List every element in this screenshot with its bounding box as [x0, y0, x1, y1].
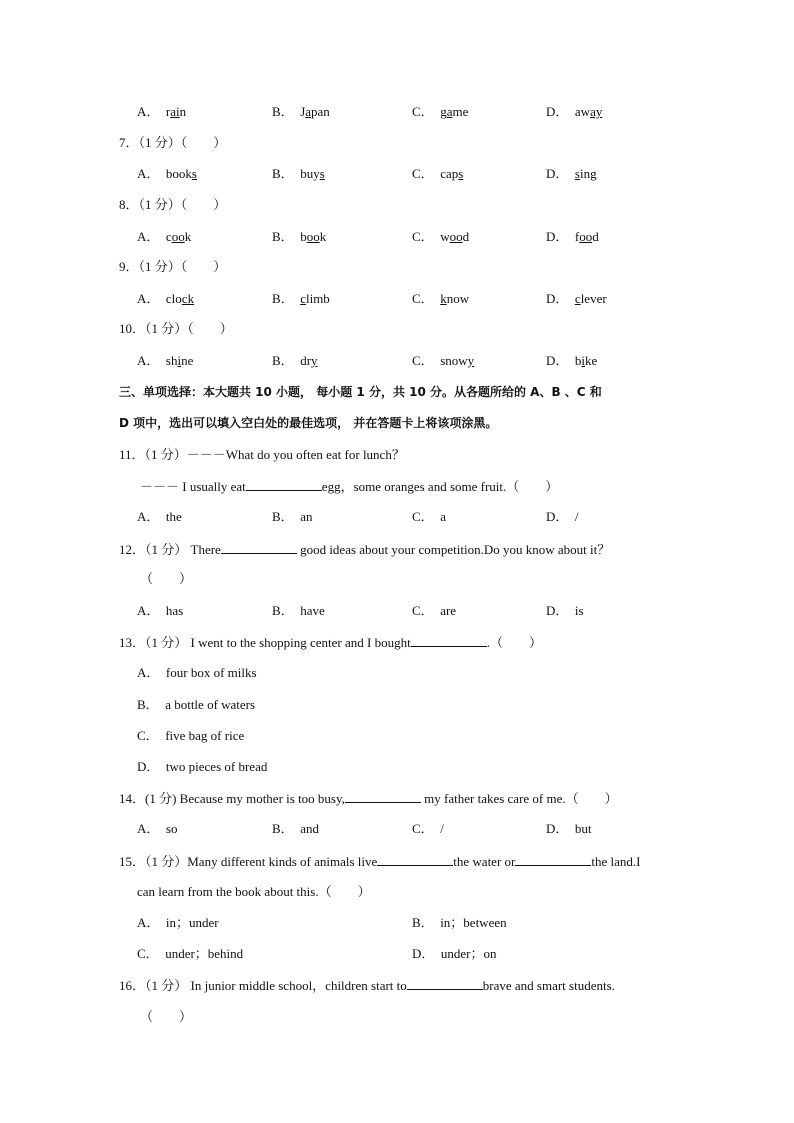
q12-stem: 12．（1 分） There good ideas about your competition.Do you know about it？: [119, 542, 611, 557]
q11-option-d: D． /: [546, 509, 579, 524]
q13-stem: 13．（1 分） I went to the shopping center and I bought .（ ）: [119, 635, 542, 650]
q11-stem: 11．（1 分）－－－What do you often eat for lunch？: [119, 447, 405, 462]
q12-option-d: D． is: [546, 603, 584, 618]
q12-option-c: C． are: [412, 603, 457, 618]
q12-blank: [221, 541, 297, 554]
q11-option-c: C． a: [412, 509, 446, 524]
q14-stem: 14．(1 分) Because my mother is too busy, my father takes care of me.（ ）: [119, 791, 618, 806]
q12-answer-bracket: （ ）: [140, 571, 193, 586]
q12-option-a: A． has: [137, 603, 184, 618]
q14-blank: [345, 790, 421, 803]
q10-option-b: B． dry: [272, 353, 318, 368]
q15-blank-1: [377, 853, 453, 866]
q9-option-c: C． know: [412, 291, 470, 306]
q13-option-d: D． two pieces of bread: [137, 759, 268, 774]
q9-option-b: B． climb: [272, 291, 330, 306]
q9-option-d: D． clever: [546, 291, 607, 306]
q13-blank: [411, 634, 487, 647]
q15-stem-line-2: can learn from the book about this.（ ）: [137, 884, 371, 899]
q8-option-a: A． cook: [137, 229, 192, 244]
q6-option-c: C． game: [412, 104, 469, 119]
q15-option-b: B． in；between: [412, 915, 507, 930]
q15-blank-2: [515, 853, 591, 866]
q8-option-c: C． wood: [412, 229, 470, 244]
q8-option-b: B． book: [272, 229, 327, 244]
q13-option-c: C． five bag of rice: [137, 728, 245, 743]
q15-stem: 15．（1 分）Many different kinds of animals live the water or the land.I: [119, 854, 641, 869]
q10-option-a: A． shine: [137, 353, 194, 368]
q8-option-d: D． food: [546, 229, 599, 244]
q12-option-b: B． have: [272, 603, 325, 618]
q6-option-b: B． Japan: [272, 104, 330, 119]
q14-option-a: A． so: [137, 821, 178, 836]
q11-stem-line-2: －－－ I usually eat egg，some oranges and some fruit.（ ）: [140, 479, 559, 494]
q9-option-a: A． clock: [137, 291, 195, 306]
q16-answer-bracket: （ ）: [140, 1009, 193, 1024]
q11-option-b: B． an: [272, 509, 313, 524]
q11-blank: [246, 478, 322, 491]
q7-option-b: B． buys: [272, 166, 325, 181]
q6-option-d: D． away: [546, 104, 603, 119]
q7-option-a: A． books: [137, 166, 197, 181]
q7-option-c: C． caps: [412, 166, 464, 181]
q13-option-a: A． four box of milks: [137, 665, 257, 680]
q15-option-c: C． under；behind: [137, 946, 244, 961]
q9-stem: 9．（1 分）（ ）: [119, 259, 227, 274]
q10-option-d: D． bike: [546, 353, 598, 368]
q14-option-d: D． but: [546, 821, 592, 836]
q16-stem: 16．（1 分） In junior middle school，children start to brave and smart students.: [119, 978, 615, 993]
q7-option-d: D． sing: [546, 166, 597, 181]
q16-blank: [407, 977, 483, 990]
q7-stem: 7．（1 分）（ ）: [119, 135, 227, 150]
q6-option-a: A． rain: [137, 104, 187, 119]
section-3-heading-line-1: 三、单项选择：本大题共 10 小题， 每小题 1 分，共 10 分。从各题所给的 A、B 、C 和: [119, 385, 602, 399]
q11-option-a: A． the: [137, 509, 182, 524]
section-3-heading-line-2: D 项中，选出可以填入空白处的最佳选项， 并在答题卡上将该项涂黑。: [119, 416, 498, 430]
q15-option-a: A． in；under: [137, 915, 219, 930]
q14-option-b: B． and: [272, 821, 319, 836]
q15-option-d: D． under；on: [412, 946, 497, 961]
q14-option-c: C． /: [412, 821, 444, 836]
q10-stem: 10．（1 分）（ ）: [119, 321, 233, 336]
q13-option-b: B． a bottle of waters: [137, 697, 256, 712]
q8-stem: 8．（1 分）（ ）: [119, 197, 227, 212]
q10-option-c: C． snowy: [412, 353, 475, 368]
